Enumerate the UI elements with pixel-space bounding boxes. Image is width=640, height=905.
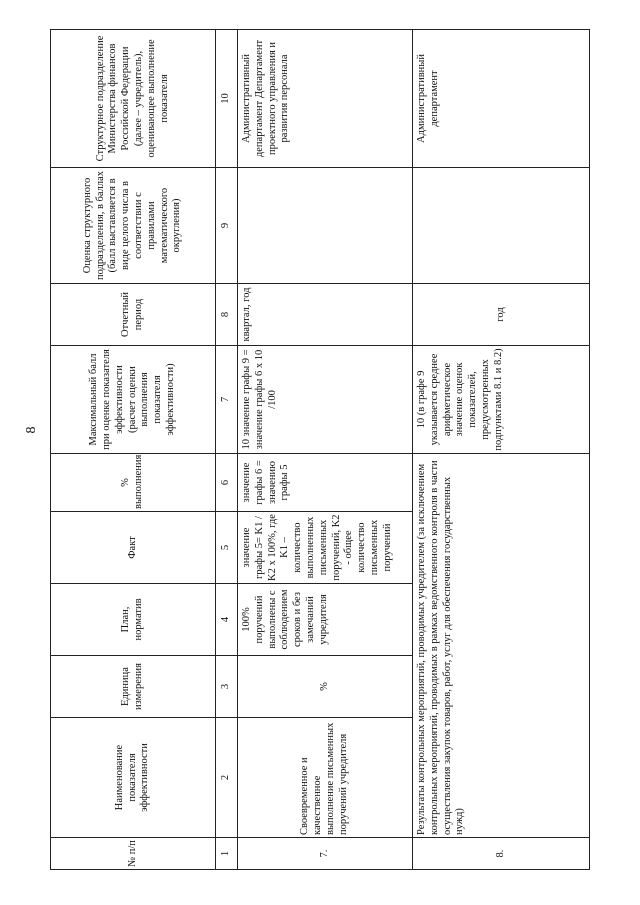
column-number: 4: [216, 584, 238, 656]
column-number: 3: [216, 656, 238, 718]
column-number: 9: [216, 168, 238, 284]
unit: %: [238, 656, 413, 718]
indicator-name: Своевременное и качественное выполнение письменных поручений учредителя: [238, 718, 413, 838]
header-row: [51, 30, 216, 870]
row-number: 7.: [238, 838, 413, 870]
plan: 100% поручений выполнены с соблюдением сроков и без замечаний учредителя: [238, 584, 413, 656]
header-cell: Максимальный балл при оценке показателя эффективности (расчет оценки выполнения показателя эффективности): [51, 346, 216, 454]
header-cell: Наименование показателя эффективности: [51, 718, 216, 838]
max-score: 10 значение графы 9 = значение графы 6 x 10 /100: [238, 346, 413, 454]
rotated-page: [50, 30, 590, 870]
score: [413, 168, 590, 284]
column-number: 6: [216, 454, 238, 512]
column-number-row: [216, 30, 238, 870]
header-cell: Единица измерения: [51, 656, 216, 718]
header-cell: План, норматив: [51, 584, 216, 656]
percent: значение графы 6 = значению графы 5: [238, 454, 413, 512]
row-number: 8.: [413, 838, 590, 870]
column-number: 2: [216, 718, 238, 838]
table-row: [238, 30, 413, 870]
header-cell: Факт: [51, 512, 216, 584]
column-number: 5: [216, 512, 238, 584]
column-number: 1: [216, 838, 238, 870]
efficiency-indicators-table: [50, 29, 590, 870]
page-number: 8: [24, 426, 39, 434]
department: Административный департамент: [413, 30, 590, 168]
header-cell: Оценка структурного подразделения, в баллах (балл выставляется в виде целого числа в соответствии с правилами математического округления): [51, 168, 216, 284]
period: квартал, год: [238, 284, 413, 346]
score: [238, 168, 413, 284]
fact: значение графы 5= K1 / K2 x 100%, где K1 – количество выполненных письменных поручений, K2 - общее количество письменных поручений: [238, 512, 413, 584]
department: Административный департамент Департамент проектного управления и развития персонала: [238, 30, 413, 168]
period: год: [413, 284, 590, 346]
header-cell: № п/п: [51, 838, 216, 870]
column-number: 10: [216, 30, 238, 168]
column-number: 8: [216, 284, 238, 346]
column-number: 7: [216, 346, 238, 454]
table-row: [413, 30, 590, 870]
header-cell: Отчетный период: [51, 284, 216, 346]
max-score: 10 (в графе 9 указывается среднее арифметическое значение оценок показателей, предусмотренных подпунктами 8.1 и 8.2): [413, 346, 590, 454]
header-cell: Структурное подразделение Министерства финансов Российской Федерации (далее – учредитель), оценивающее выполнение показателя: [51, 30, 216, 168]
header-cell: % выполнения: [51, 454, 216, 512]
indicator-name: Результаты контрольных мероприятий, проводимых учредителем (за исключением контрольных мероприятий, проводимых в рамках ведомственного контроля в части осуществления закупок товаров, работ, услуг для обеспечения государственных нужд): [413, 454, 590, 838]
